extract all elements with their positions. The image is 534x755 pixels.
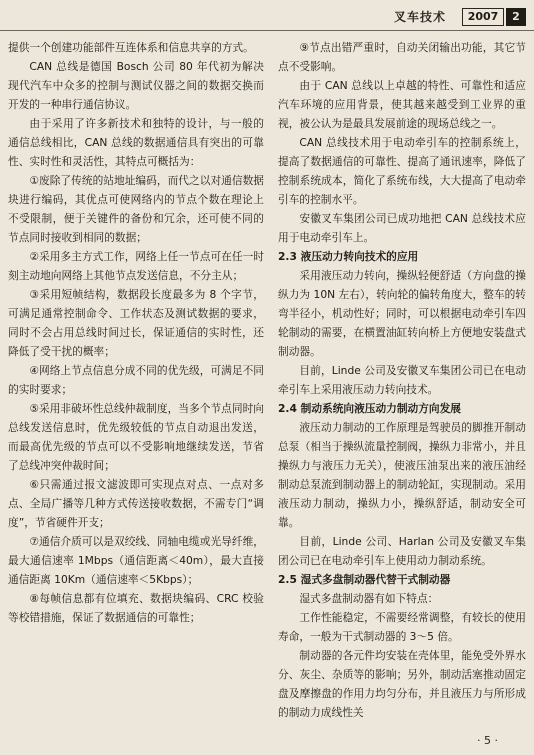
left-paragraph: ⑤采用非破坏性总线仲裁制度，当多个节点同时向总线发送信息时，优先级较低的节点自动退出发送，而最高优先级的节点可以不受影响地继续发送，节省了总线冲突仲裁时间； (8, 402, 264, 472)
left-paragraph: ⑥只需通过报文滤波即可实现点对点、一点对多点、全局广播等几种方式传送接收数据，不需专门“调度”，节省硬件开支； (8, 478, 264, 529)
section-heading: 2.4 制动系统向液压动力制动方向发展 (278, 402, 461, 415)
right-paragraph: 湿式多盘制动器有如下特点： (299, 592, 439, 605)
left-paragraph: ⑦通信介质可以是双绞线、同轴电缆或光导纤维，最大通信速率 1Mbps（通信距离＜40m），最大直接通信距离 10Km（通信速率＜5Kbps）； (8, 535, 264, 586)
right-column (278, 38, 526, 718)
left-paragraph: ③采用短帧结构，数据段长度最多为 8 个字节，可满足通常控制命令、工作状态及测试数据的要求，同时不会占用总线时间过长，保证通信的实时性，还降低了受干扰的概率； (8, 288, 264, 358)
right-paragraph: 液压动力制动的工作原理是驾驶员的脚推开制动总泵（相当于操纵流量控制阀，操纵力非常小，并且操纵力与液压力无关），使液压油泵出来的液压油经制动总泵流到制动器上的制动轮缸，实现制动。采用液压动力制动，操纵力小，操纵舒适，制动安全可靠。 (278, 421, 526, 529)
left-paragraph: CAN 总线是德国 Bosch 公司 80 年代初为解决现代汽车中众多的控制与测试仪器之间的数据交换而开发的一种串行通信协议。 (8, 60, 264, 111)
left-paragraph: ⑧每帧信息都有位填充、数据块编码、CRC 校验等校错措施，保证了数据通信的可靠性； (8, 592, 264, 624)
left-paragraph: ④网络上节点信息分成不同的优先级，可满足不同的实时要求； (8, 364, 264, 396)
right-paragraph: 目前，Linde 公司、Harlan 公司及安徽叉车集团公司已在电动牵引车上使用动力制动系统。 (278, 535, 526, 567)
right-paragraph: 目前，Linde 公司及安徽叉车集团公司已在电动牵引车上采用液压动力转向技术。 (278, 364, 526, 396)
issue-number: 2 (506, 8, 526, 26)
section-heading: 2.3 液压动力转向技术的应用 (278, 250, 419, 263)
right-paragraph: 采用液压动力转向，操纵轻便舒适（方向盘的操纵力为 10N 左右），转向轮的偏转角度大，整车的转弯半径小，机动性好；同时，可以根据电动牵引车四轮制动的需要，在横置油缸转向桥上方便地安装盘式制动器。 (278, 269, 526, 358)
page-number: · 5 · (477, 734, 498, 747)
right-paragraph: 工作性能稳定，不需要经常调整，有较长的使用寿命，一般为干式制动器的 3～5 倍。 (278, 611, 526, 643)
left-paragraph: 由于采用了许多新技术和独特的设计，与一般的通信总线相比，CAN 总线的数据通信具有突出的可靠性、实时性和灵活性，其特点可概括为： (8, 117, 264, 168)
left-column (8, 38, 264, 718)
right-paragraph: CAN 总线技术用于电动牵引车的控制系统上，提高了数据通信的可靠性、提高了通讯速率，降低了控制系统成本，简化了系统布线，大大提高了电动牵引车的控制水平。 (278, 136, 526, 206)
page-header (0, 0, 534, 31)
right-paragraph: 由于 CAN 总线以上卓越的特性、可靠性和适应汽车环境的应用背景，使其越来越受到工业界的重视，被公认为是最具发展前途的现场总线之一。 (278, 79, 526, 130)
right-paragraph: 制动器的各元件均安装在壳体里，能免受外界水分、灰尘、杂质等的影响；另外，制动活塞推动固定盘及摩擦盘的作用力均匀分布，并且液压力与所形成的制动力成线性关 (278, 649, 526, 718)
right-paragraph: 安徽叉车集团公司已成功地把 CAN 总线技术应用于电动牵引车上。 (278, 212, 526, 244)
left-paragraph: ①废除了传统的站地址编码，而代之以对通信数据块进行编码，其优点可使网络内的节点个数在理论上不受限制，便于关键件的备份和冗余，还可使不同的节点同时接收到相同的数据； (8, 174, 264, 244)
journal-title: 叉车技术 (393, 10, 446, 24)
section-heading: 2.5 湿式多盘制动器代替干式制动器 (278, 573, 451, 586)
right-paragraph: ⑨节点出错严重时，自动关闭输出功能，其它节点不受影响。 (278, 41, 526, 73)
left-paragraph: 提供一个创建功能部件互连体系和信息共享的方式。 (8, 41, 254, 54)
left-paragraph: ②采用多主方式工作，网络上任一节点可在任一时刻主动地向网络上其他节点发送信息，不分主从； (8, 250, 264, 282)
issue-year: 2007 (462, 8, 504, 26)
